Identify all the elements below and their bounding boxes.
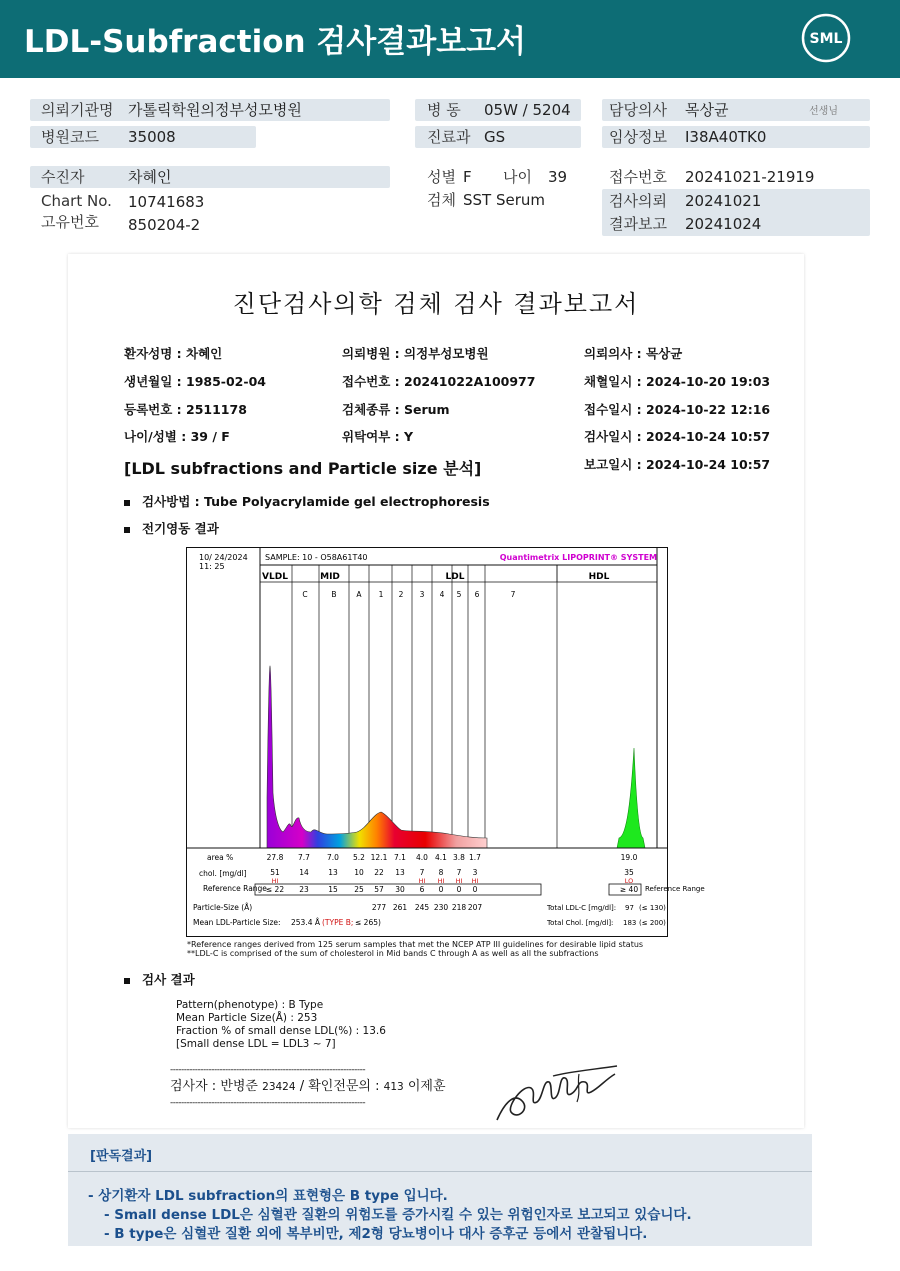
bullet-icon: [124, 978, 130, 984]
area-value: 7.7: [298, 853, 310, 862]
chol-value: 8: [438, 868, 444, 877]
mean-ref: ≤ 265): [355, 918, 381, 927]
page-title: LDL-Subfraction 검사결과보고서: [24, 24, 526, 60]
signature-icon: [493, 1062, 623, 1126]
patient-label: 수진자: [41, 168, 85, 186]
ref-value: 6: [419, 885, 425, 894]
flag-value: HI: [418, 877, 426, 885]
dept-label: 진료과: [427, 128, 471, 146]
clinical-value: I38A40TK0: [685, 128, 767, 146]
bullet-icon: [124, 500, 130, 506]
result-sd-fraction: Fraction % of small dense LDL(%) : 13.6: [176, 1025, 386, 1037]
receipt-value: 20241021-21919: [685, 168, 815, 186]
electro-line: [124, 519, 219, 537]
band-label: 5: [456, 590, 462, 599]
footnote-1: *Reference ranges derived from 125 serum samples that met the NCEP ATP III guidelines for desirable lipid status: [187, 940, 644, 949]
report-date-label: 결과보고: [609, 215, 667, 233]
chol-value: 14: [299, 868, 309, 877]
ref-value: 25: [354, 885, 364, 894]
receipt-label: 접수번호: [609, 168, 667, 186]
row-label-ref: Reference Range: [203, 884, 267, 893]
ref-value: 0: [438, 885, 444, 894]
field-hospital: 의뢰병원 : 의정부성모병원: [342, 346, 489, 361]
field-reg-no: 등록번호 : 2511178: [124, 402, 247, 417]
area-value: 7.1: [394, 853, 406, 862]
field-birth: 생년월일 : 1985-02-04: [124, 374, 266, 389]
ref-value: 0: [456, 885, 462, 894]
sex-label: 성별: [427, 168, 456, 186]
request-label: 검사의뢰: [609, 192, 667, 210]
method-line: [124, 492, 490, 510]
code-value: 35008: [128, 128, 176, 146]
row-label-area: area %: [207, 853, 234, 862]
band-label: A: [356, 590, 362, 599]
band-label: 2: [398, 590, 404, 599]
total-ldl-ref: (≤ 130): [639, 904, 666, 912]
chol-value: 10: [354, 868, 364, 877]
band-label: B: [331, 590, 337, 599]
mean-type: (TYPE B;: [322, 918, 354, 927]
group-ldl: LDL: [445, 572, 465, 582]
logo-text: SML: [809, 31, 843, 47]
chol-value: 13: [328, 868, 338, 877]
area-value: 1.7: [469, 853, 481, 862]
report-header: [0, 0, 900, 78]
chart-time: 11: 25: [199, 562, 225, 571]
age-value: 39: [548, 168, 568, 186]
field-consign: 위탁여부 : Y: [342, 429, 414, 444]
doctor-value: 목상균: [685, 101, 729, 119]
sml-logo-icon: [800, 12, 852, 64]
area-value: 4.1: [435, 853, 447, 862]
interpretation-line-1: - 상기환자 LDL subfraction의 표현형은 B type 입니다.: [88, 1188, 448, 1204]
row-label-ref-right: Reference Range: [645, 885, 705, 893]
signer-name: 검사자 : 반병준: [170, 1079, 258, 1094]
doctor-label: 담당의사: [609, 101, 667, 119]
area-value: 27.8: [266, 853, 284, 862]
band-label: 3: [419, 590, 425, 599]
group-vldl: VLDL: [262, 572, 288, 582]
ref-value: 0: [472, 885, 478, 894]
size-value: 218: [451, 903, 467, 912]
chart-brand: Quantimetrix LIPOPRINT® SYSTEM: [499, 553, 657, 562]
area-value: 5.2: [353, 853, 365, 862]
row-label-mean: Mean LDL-Particle Size:: [193, 918, 281, 927]
result-sd-def: [Small dense LDL = LDL3 ~ 7]: [176, 1038, 336, 1050]
chol-value: 7: [456, 868, 462, 877]
total-ldl-label: Total LDL-C [mg/dl]:: [547, 904, 617, 912]
specimen-label: 검체: [427, 191, 456, 209]
age-label: 나이: [503, 168, 532, 186]
total-chol-ref: (≤ 200): [639, 919, 666, 927]
ref-value: ≥ 40: [619, 885, 639, 894]
field-age-sex: 나이/성별 : 39 / F: [124, 429, 230, 444]
band-label: 7: [510, 590, 516, 599]
size-value: 277: [371, 903, 387, 912]
field-specimen: 검체종류 : Serum: [342, 402, 450, 417]
flag-value: HI: [471, 877, 479, 885]
band-dividers: [292, 565, 557, 848]
ref-value: 15: [328, 885, 338, 894]
analysis-section-title: [LDL subfractions and Particle size 분석]: [124, 459, 482, 478]
band-label: 6: [474, 590, 480, 599]
code-label: 병원코드: [41, 128, 99, 146]
signer-num: 23424: [262, 1081, 296, 1093]
field-patient-name: 환자성명 : 차혜인: [124, 346, 223, 361]
field-doctor: 의뢰의사 : 목상균: [584, 346, 683, 361]
area-value: 7.0: [327, 853, 339, 862]
electro-text: 전기영동 결과: [142, 521, 219, 536]
request-value: 20241021: [685, 192, 762, 210]
area-value: 19.0: [620, 853, 638, 862]
signature-dash-bottom: -----------------------------------------------------------------------: [170, 1098, 366, 1108]
total-chol-value: 183: [623, 919, 637, 927]
band-labels: [302, 590, 515, 599]
bullet-icon: [124, 527, 130, 533]
interpretation-head: [판독결과]: [90, 1149, 153, 1164]
inst-label: 의뢰기관명: [41, 101, 114, 119]
interpretation-line-3: - B type은 심혈관 질환 외에 복부비만, 제2형 당뇨병이나 대사 증후군 등에서 관찰됩니다.: [104, 1226, 648, 1242]
specimen-value: SST Serum: [463, 191, 546, 209]
interpretation-line-2: - Small dense LDL은 심혈관 질환의 위험도를 증가시킬 수 있는 위험인자로 보고되고 있습니다.: [104, 1207, 692, 1223]
area-value: 4.0: [416, 853, 428, 862]
result-mean-size: Mean Particle Size(Å) : 253: [176, 1012, 318, 1024]
doctor-suffix: 선생님: [809, 106, 838, 117]
area-value: 12.1: [370, 853, 388, 862]
size-value: 245: [414, 903, 430, 912]
hdl-peak: [617, 748, 645, 848]
confirm-label: / 확인전문의 :: [299, 1079, 380, 1094]
band-label: C: [302, 590, 308, 599]
result-line: [124, 970, 195, 988]
result-pattern: Pattern(phenotype) : B Type: [176, 999, 324, 1011]
field-collect-time: 채혈일시 : 2024-10-20 19:03: [584, 374, 771, 389]
chart-no-value: 10741683: [128, 193, 205, 211]
ward-value: 05W / 5204: [484, 101, 571, 119]
flag-value: LO: [624, 877, 634, 885]
uid-label: 고유번호: [41, 213, 99, 231]
size-value: 207: [467, 903, 483, 912]
clinical-label: 임상정보: [609, 128, 667, 146]
report-date-value: 20241024: [685, 215, 762, 233]
result-head: 검사 결과: [142, 972, 195, 987]
area-value: 3.8: [453, 853, 465, 862]
chol-value: 35: [624, 868, 634, 877]
size-value: 261: [392, 903, 408, 912]
row-label-chol: chol. [mg/dl]: [199, 869, 247, 878]
confirm-name: 이제훈: [407, 1079, 446, 1094]
sex-value: F: [463, 168, 472, 186]
ref-value: 23: [299, 885, 309, 894]
electrophoresis-chart: [186, 547, 705, 937]
chol-value: 51: [270, 868, 280, 877]
method-text: 검사방법 : Tube Polyacrylamide gel electrophoresis: [142, 494, 490, 509]
group-hdl: HDL: [588, 572, 610, 582]
dept-value: GS: [484, 128, 506, 146]
field-receipt-no: 접수번호 : 20241022A100977: [342, 374, 536, 389]
patient-value: 차혜인: [128, 168, 172, 186]
chol-value: 7: [419, 868, 425, 877]
flag-value: HI: [271, 877, 279, 885]
chart-svg: [187, 548, 705, 936]
size-value: 230: [433, 903, 449, 912]
band-label: 1: [378, 590, 384, 599]
band-label: 4: [439, 590, 445, 599]
ref-value: 30: [395, 885, 405, 894]
ref-value: 57: [374, 885, 384, 894]
interpretation-panel: [68, 1134, 812, 1246]
uid-value: 850204-2: [128, 216, 201, 234]
chart-sample: SAMPLE: 10 - O58A61T40: [265, 553, 368, 562]
ref-value: ≤ 22: [265, 885, 285, 894]
flag-value: HI: [455, 877, 463, 885]
ward-label: 병 동: [427, 101, 461, 119]
row-label-size: Particle-Size (Å): [193, 903, 253, 912]
chart-no-label: Chart No.: [41, 192, 112, 210]
chol-value: 3: [472, 868, 478, 877]
field-test-time: 검사일시 : 2024-10-24 10:57: [584, 429, 771, 444]
confirm-num: 413: [383, 1081, 404, 1093]
electrophoresis-curve: [267, 666, 487, 848]
mean-size-value: 253.4 Å: [291, 918, 320, 927]
total-chol-label: Total Chol. [mg/dl]:: [547, 919, 614, 927]
flag-value: HI: [437, 877, 445, 885]
report-title: 진단검사의학 검체 검사 결과보고서: [232, 290, 640, 318]
divider: [68, 1171, 812, 1172]
total-ldl-value: 97: [625, 904, 634, 912]
chol-value: 13: [395, 868, 405, 877]
group-mid: MID: [320, 572, 340, 582]
field-receipt-time: 접수일시 : 2024-10-22 12:16: [584, 402, 771, 417]
signer-line: [170, 1080, 446, 1094]
chart-date: 10/ 24/2024: [199, 553, 248, 562]
inst-value: 가톨릭학원의정부성모병원: [128, 101, 302, 119]
footnote-2: **LDL-C is comprised of the sum of cholesterol in Mid bands C through A as well as all the subfractions: [187, 949, 599, 958]
signature-dash-top: -----------------------------------------------------------------------: [170, 1065, 366, 1075]
chol-value: 22: [374, 868, 384, 877]
field-report-time: 보고일시 : 2024-10-24 10:57: [584, 457, 771, 472]
